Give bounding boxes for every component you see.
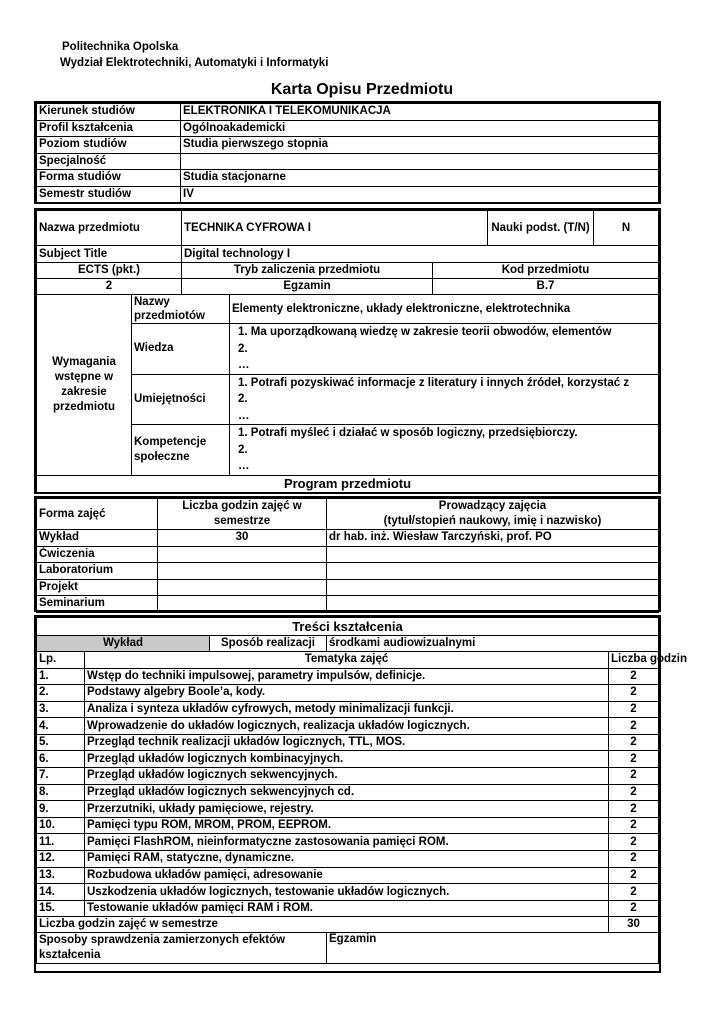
topic-lp: 2. xyxy=(37,685,85,702)
topic-lp: 11. xyxy=(37,834,85,851)
social-label: Kompetencje społeczne xyxy=(132,425,230,476)
skills-item: … xyxy=(238,409,250,422)
topic-hours: 2 xyxy=(609,768,659,785)
topic-text: Wprowadzenie do układów logicznych, realizacja układów logicznych. xyxy=(85,718,609,735)
assessment-value: Egzamin xyxy=(327,933,659,964)
skills-label: Umiejętności xyxy=(132,374,230,425)
lecturer-cell xyxy=(327,579,659,596)
lecturer-cell xyxy=(327,596,659,613)
topic-hours: 2 xyxy=(609,751,659,768)
faculty-name: Wydział Elektrotechniki, Automatyki i Informatyki xyxy=(60,57,329,69)
study-level-label: Poziom studiów xyxy=(37,137,181,154)
form-cell: Seminarium xyxy=(37,596,158,613)
topic-lp: 15. xyxy=(37,900,85,917)
form-cell: Laboratorium xyxy=(37,563,158,580)
topic-hours: 2 xyxy=(609,685,659,702)
subject-title-value: Digital technology I xyxy=(182,246,659,263)
content-block xyxy=(34,615,688,973)
hours-cell xyxy=(158,579,327,596)
topic-lp: 1. xyxy=(37,668,85,685)
topic-hours: 2 xyxy=(609,817,659,834)
lecturer-header xyxy=(327,499,659,530)
topic-text: Pamięci RAM, statyczne, dynamiczne. xyxy=(85,851,609,868)
social-list xyxy=(230,425,659,476)
topic-hours: 2 xyxy=(609,668,659,685)
university-name: Politechnika Opolska xyxy=(62,41,179,53)
lecturer-cell xyxy=(327,546,659,563)
tryb-label: Tryb zaliczenia przedmiotu xyxy=(182,263,433,279)
topic-hours: 2 xyxy=(609,801,659,818)
content-title: Treści kształcenia xyxy=(37,618,659,636)
knowledge-label: Wiedza xyxy=(132,324,230,375)
skills-item: 2. xyxy=(238,393,248,405)
program-title: Program przedmiotu xyxy=(37,475,659,492)
topic-lp: 5. xyxy=(37,734,85,751)
knowledge-list xyxy=(230,324,659,375)
kod-label: Kod przedmiotu xyxy=(433,263,659,279)
topic-header: Tematyka zajęć xyxy=(85,652,609,669)
topic-text: Przegląd układów logicznych kombinacyjnych. xyxy=(85,751,609,768)
topic-text: Pamięci typu ROM, MROM, PROM, EEPROM. xyxy=(85,817,609,834)
topic-hours: 2 xyxy=(609,701,659,718)
course-names-label: Nazwy przedmiotów xyxy=(132,295,230,324)
topic-lp: 4. xyxy=(37,718,85,735)
study-info-block xyxy=(34,101,661,204)
subject-name-label: Nazwa przedmiotu xyxy=(37,211,182,246)
specialization-value xyxy=(181,153,659,170)
hours-cell xyxy=(158,563,327,580)
social-item: 1. Potrafi myśleć i działać w sposób logiczny, przedsiębiorczy. xyxy=(238,427,578,439)
hours-header: Liczba godzin xyxy=(609,652,659,669)
lp-header: Lp. xyxy=(37,652,85,669)
assessment-label: Sposoby sprawdzenia zamierzonych efektów kształcenia xyxy=(37,933,327,964)
kod-value: B.7 xyxy=(433,279,659,295)
total-hours-value: 30 xyxy=(609,917,659,933)
topic-text: Przerzutniki, układy pamięciowe, rejestry. xyxy=(85,801,609,818)
content-type-label: Wykład xyxy=(37,636,210,652)
method-label: Sposób realizacji xyxy=(210,636,327,652)
study-field-label: Kierunek studiów xyxy=(37,104,181,121)
form-cell: Wykład xyxy=(37,530,158,547)
hours-cell xyxy=(158,546,327,563)
topic-text: Uszkodzenia układów logicznych, testowanie układów logicznych. xyxy=(85,884,609,901)
skills-item: 1. Potrafi pozyskiwać informacje z literatury i innych źródeł, korzystać z xyxy=(238,376,630,389)
method-value: środkami audiowizualnymi xyxy=(327,636,659,652)
hours-cell xyxy=(158,596,327,613)
requirements-label: Wymagania wstępne w zakresie przedmiotu xyxy=(37,295,132,476)
course-names-value: Elementy elektroniczne, układy elektroniczne, elektrotechnika xyxy=(230,295,659,324)
study-field-value: ELEKTRONIKA I TELEKOMUNIKACJA xyxy=(181,104,659,121)
semester-label: Semestr studiów xyxy=(37,186,181,203)
knowledge-item: 2. xyxy=(238,342,248,355)
hours-header: Liczba godzin zajęć w semestrze xyxy=(158,499,327,530)
topic-text: Przegląd technik realizacji układów logicznych, TTL, MOS. xyxy=(85,734,609,751)
knowledge-item: 1. Ma uporządkowaną wiedzę w zakresie teorii obwodów, elementów xyxy=(238,326,612,338)
topic-lp: 14. xyxy=(37,884,85,901)
topic-lp: 9. xyxy=(37,801,85,818)
topic-text: Przegląd układów logicznych sekwencyjnych cd. xyxy=(85,784,609,801)
topic-text: Podstawy algebry Boole’a, kody. xyxy=(85,685,609,702)
topic-hours: 2 xyxy=(609,900,659,917)
topic-text: Pamięci FlashROM, nieinformatyczne zastosowania pamięci ROM. xyxy=(85,834,609,851)
lecturer-header-line2: (tytuł/stopień naukowy, imię i nazwisko) xyxy=(383,515,602,527)
study-level-value: Studia pierwszego stopnia xyxy=(181,137,659,154)
topic-lp: 7. xyxy=(37,768,85,785)
subject-title-label: Subject Title xyxy=(37,246,182,263)
nauki-value: N xyxy=(594,211,659,246)
topic-hours: 2 xyxy=(609,851,659,868)
document-title: Karta Opisu Przedmiotu xyxy=(270,81,454,98)
topic-lp: 12. xyxy=(37,851,85,868)
semester-value: IV xyxy=(181,186,659,203)
topic-hours: 2 xyxy=(609,884,659,901)
topic-text: Wstęp do techniki impulsowej, parametry impulsów, definicje. xyxy=(85,668,609,685)
tryb-value: Egzamin xyxy=(182,279,433,295)
topic-hours: 2 xyxy=(609,784,659,801)
form-header: Forma zajęć xyxy=(37,499,158,530)
skills-list xyxy=(230,374,659,425)
topic-text: Analiza i synteza układów cyfrowych, metody minimalizacji funkcji. xyxy=(85,701,609,718)
topic-lp: 3. xyxy=(37,701,85,718)
topic-text: Przegląd układów logicznych sekwencyjnych. xyxy=(85,768,609,785)
lecturer-cell: dr hab. inż. Wiesław Tarczyński, prof. PO xyxy=(327,530,659,547)
lecturer-header-line1: Prowadzący zajęcia xyxy=(438,500,547,512)
study-form-value: Studia stacjonarne xyxy=(181,170,659,187)
topic-text: Testowanie układów pamięci RAM i ROM. xyxy=(85,900,609,917)
topic-lp: 13. xyxy=(37,867,85,884)
total-hours-label: Liczba godzin zajęć w semestrze xyxy=(37,917,609,933)
topic-hours: 2 xyxy=(609,718,659,735)
nauki-label: Nauki podst. (T/N) xyxy=(488,211,594,246)
topic-lp: 6. xyxy=(37,751,85,768)
subject-block xyxy=(34,208,661,494)
topic-lp: 10. xyxy=(37,817,85,834)
program-block xyxy=(34,496,661,612)
study-form-label: Forma studiów xyxy=(37,170,181,187)
hours-cell: 30 xyxy=(158,530,327,547)
study-profile-value: Ogólnoakademicki xyxy=(181,120,659,137)
topic-text: Rozbudowa układów pamięci, adresowanie xyxy=(85,867,609,884)
ects-value: 2 xyxy=(37,279,182,295)
form-cell: Ćwiczenia xyxy=(37,546,158,563)
ects-label: ECTS (pkt.) xyxy=(37,263,182,279)
topic-hours: 2 xyxy=(609,734,659,751)
subject-name-value: TECHNIKA CYFROWA I xyxy=(182,211,488,246)
topic-hours: 2 xyxy=(609,867,659,884)
lecturer-cell xyxy=(327,563,659,580)
social-item: … xyxy=(238,460,250,472)
knowledge-item: … xyxy=(238,359,250,371)
form-cell: Projekt xyxy=(37,579,158,596)
topic-lp: 8. xyxy=(37,784,85,801)
social-item: 2. xyxy=(238,443,248,456)
topic-hours: 2 xyxy=(609,834,659,851)
specialization-label: Specjalność xyxy=(37,153,181,170)
study-profile-label: Profil kształcenia xyxy=(37,120,181,137)
